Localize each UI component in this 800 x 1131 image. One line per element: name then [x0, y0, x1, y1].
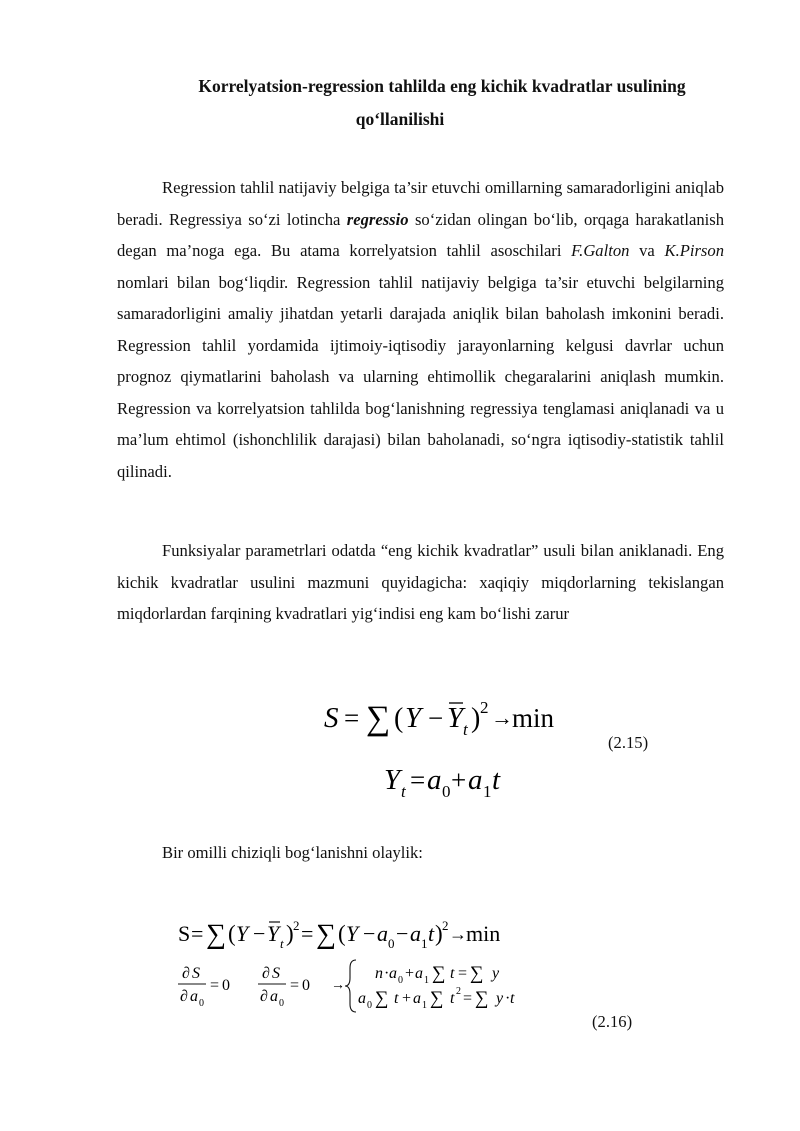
- sum-symbol: ∑: [470, 963, 484, 984]
- formula-subscript: t: [280, 936, 284, 951]
- paren: ): [286, 921, 294, 946]
- formula-operator: =: [301, 921, 314, 946]
- page-title-line1: Korrelyatsion-regression tahlilda eng kichik kvadratlar usulining: [198, 76, 686, 96]
- formula-superscript: 2: [442, 918, 449, 933]
- page-title-line2: qo‘llanilishi: [355, 109, 445, 129]
- author-galton: F.Galton: [571, 241, 630, 260]
- paragraph-text: nomlari bilan bog‘liqdir. Regression tahlil natijaviy belgiga ta’sir etuvchi belgilarning samaradorligini amaliy jihatdan yetarli darajada aniqlik bilan baholash imkonini beradi. Regression tahlil yordamida ijtimoiy-iqtisodiy jarayonlarning kelgusi davrlar uchun prognoz qiymatlarini baholash va ularning ehtimollik chegaralarini aniqlash mumkin. Regression va korrelyatsion tahlilda bog‘lanishning regressiya tenglamasi aniqlanadi va u ma’lum ehtimol (ishonchlilik darajasi) bilan baholanadi, so‘ngra iqtisodiy-statistik tahlil qilinadi.: [117, 272, 724, 481]
- formula-symbol: a: [415, 965, 423, 982]
- formula-symbol: S: [178, 921, 191, 946]
- arrow-icon: →: [449, 924, 467, 944]
- formula-superscript: 2: [456, 986, 461, 997]
- formula-symbol: a: [190, 988, 198, 1005]
- formula-superscript: 2: [480, 698, 489, 717]
- term-regressio: regressio: [346, 209, 409, 229]
- sum-symbol: ∑: [430, 988, 444, 1009]
- partial-symbol: ∂: [260, 988, 268, 1005]
- formula-operator: −: [253, 921, 266, 946]
- partial-symbol: ∂: [180, 988, 188, 1005]
- formula-symbol: t: [450, 965, 455, 982]
- formula-symbol: a: [410, 921, 421, 946]
- formula-symbol: Y: [447, 702, 464, 734]
- intro-text: Bir omilli chiziqli bog‘lanishni olaylik:: [162, 843, 423, 862]
- formula-subscript: 0: [398, 975, 403, 986]
- formula-subscript: 0: [367, 1000, 372, 1011]
- formula-symbol: n: [375, 965, 383, 982]
- paragraph-regression: [117, 172, 724, 487]
- formula-subscript: t: [463, 720, 468, 739]
- formula-operator: =: [410, 765, 426, 795]
- paren: ): [471, 703, 481, 734]
- sum-symbol: ∑: [366, 700, 391, 737]
- paren: (: [394, 703, 404, 734]
- formula-symbol: a: [413, 990, 421, 1007]
- formula-operator: ·: [384, 965, 390, 982]
- formula-symbol: y: [496, 990, 504, 1007]
- formula-symbol: Y: [346, 921, 359, 946]
- sum-symbol: ∑: [475, 988, 489, 1009]
- sum-symbol: ∑: [206, 919, 226, 950]
- formula-subscript: 0: [199, 998, 204, 1009]
- formula-operator: −: [363, 921, 376, 946]
- formula-symbol: y: [492, 965, 500, 982]
- formula-operator: =: [463, 990, 473, 1007]
- formula-symbol: S: [192, 965, 200, 982]
- formula-operator: =: [191, 921, 204, 946]
- arrow-icon: →: [491, 705, 513, 730]
- formula-subscript: t: [401, 782, 406, 801]
- formula-symbol: a: [377, 921, 388, 946]
- formula-operator: =: [210, 977, 220, 994]
- formula-subscript: 1: [421, 936, 428, 951]
- sum-symbol: ∑: [375, 988, 389, 1009]
- formula-symbol: a: [358, 990, 366, 1007]
- formula-symbol: t: [510, 990, 515, 1007]
- formula-symbol: a: [427, 764, 442, 796]
- partial-symbol: ∂: [262, 965, 270, 982]
- paren: (: [338, 921, 346, 946]
- formula-symbol: S: [272, 965, 280, 982]
- equation-number: (2.15): [608, 733, 649, 752]
- formula-subscript: 0: [442, 782, 451, 801]
- formula-2-15: [300, 680, 600, 810]
- formula-subscript: 1: [424, 975, 429, 986]
- formula-symbol: Y: [236, 921, 249, 946]
- arrow-icon: →: [331, 978, 345, 993]
- formula-symbol: t: [450, 990, 455, 1007]
- formula-symbol: t: [428, 921, 435, 946]
- formula-operator: −: [428, 703, 444, 733]
- formula-operator: −: [396, 921, 409, 946]
- formula-operator: =: [344, 703, 360, 733]
- partial-symbol: ∂: [182, 965, 190, 982]
- formula-operator: +: [405, 965, 415, 982]
- author-pirson: K.Pirson: [664, 241, 724, 260]
- formula-symbol: t: [394, 990, 399, 1007]
- paragraph-text: Funksiyalar parametrlari odatda “eng kichik kvadratlar” usuli bilan aniklanadi. Eng kichik kvadratlar usulini mazmuni quyidagicha: xaqiqiy miqdorlarning tekislangan miqdorlardan farqining kvadratlari yig‘indisi eng kam bo‘lishi zarur: [117, 541, 724, 623]
- formula-operator: +: [451, 765, 467, 795]
- formula-operator: =: [458, 965, 468, 982]
- formula-symbol: Y: [267, 921, 280, 946]
- formula-symbol: Y: [405, 702, 422, 734]
- formula-symbol: Y: [384, 764, 401, 796]
- paragraph-text: va: [629, 241, 665, 260]
- formula-operator: min: [466, 921, 501, 946]
- formula-operator: =: [290, 977, 300, 994]
- formula-subscript: 0: [388, 936, 395, 951]
- formula-2-16: [170, 908, 590, 1038]
- formula-value: 0: [302, 977, 310, 994]
- paragraph-text: Regression tahlil natijaviy belgiga ta’sir etuvchi omillarning samaradorligini aniqlab beradi. Regressiya so‘zi lotincha: [117, 178, 724, 229]
- sum-symbol: ∑: [432, 963, 446, 984]
- formula-superscript: 2: [293, 918, 300, 933]
- formula-subscript: 1: [422, 1000, 427, 1011]
- formula-symbol: a: [468, 764, 483, 796]
- paren: ): [435, 921, 443, 946]
- formula-symbol: t: [492, 764, 501, 796]
- formula-symbol: S: [324, 702, 339, 734]
- formula-subscript: 0: [279, 998, 284, 1009]
- formula-symbol: a: [389, 965, 397, 982]
- formula-value: 0: [222, 977, 230, 994]
- formula-subscript: 1: [483, 782, 492, 801]
- formula-operator: min: [512, 703, 555, 733]
- brace: [345, 960, 356, 1012]
- equation-number: (2.16): [592, 1012, 633, 1031]
- formula-operator: +: [402, 990, 412, 1007]
- paragraph-least-squares: [117, 535, 724, 630]
- sum-symbol: ∑: [316, 919, 336, 950]
- paragraph-text: so‘zidan olingan bo‘lib, orqaga harakatlanish degan ma’noga ega. Bu atama korrelyatsion tahlil asoschilari: [117, 209, 724, 260]
- paren: (: [228, 921, 236, 946]
- formula-operator: ·: [505, 990, 511, 1007]
- formula-symbol: a: [270, 988, 278, 1005]
